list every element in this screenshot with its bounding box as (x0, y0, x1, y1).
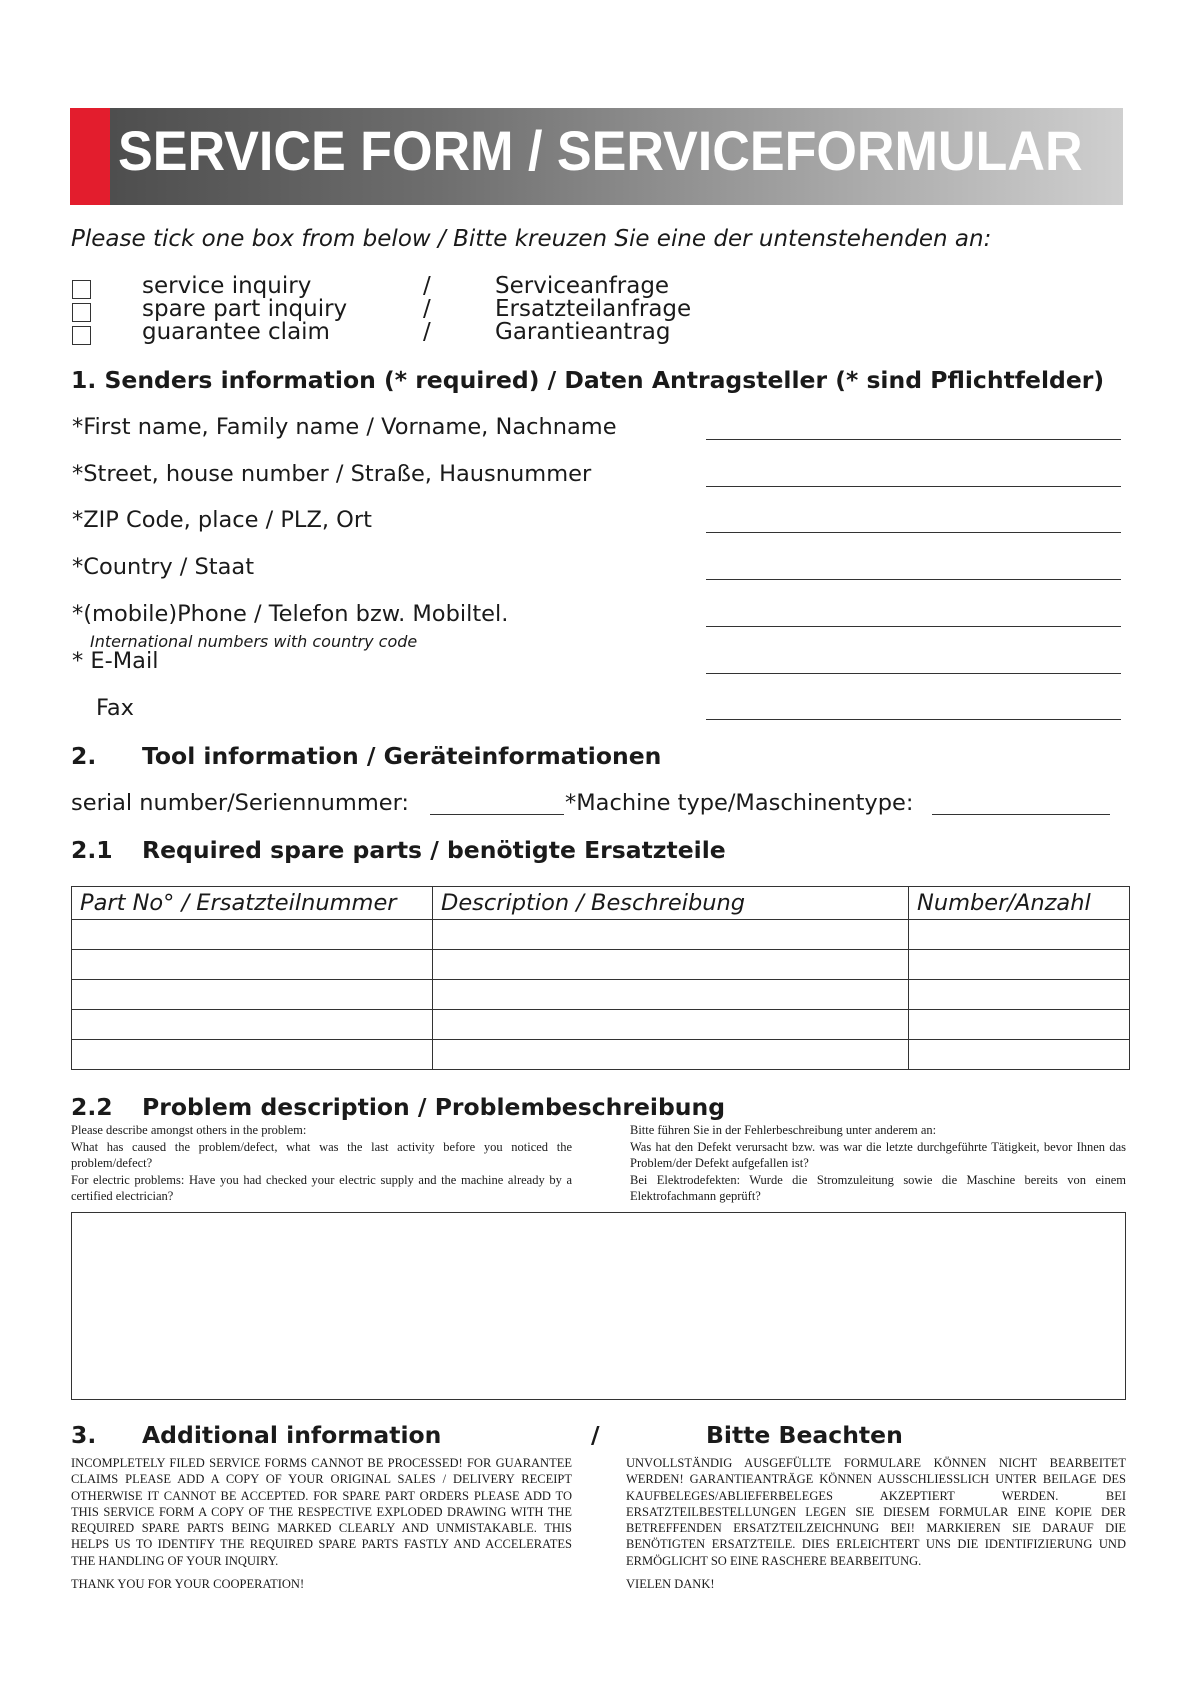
first-name-field[interactable] (706, 439, 1121, 440)
instruction-line: For electric problems: Have you had checked your electric supply and the machine already by a certified electrician? (71, 1172, 572, 1203)
table-row (72, 1010, 1130, 1040)
column-header-number: Number/Anzahl (909, 887, 1130, 920)
email-field[interactable] (706, 673, 1121, 674)
number-cell[interactable] (909, 980, 1130, 1010)
checkbox-label-en: guarantee claim (142, 319, 330, 345)
number-cell[interactable] (909, 920, 1130, 950)
checkbox-label-en: spare part inquiry (142, 296, 348, 322)
thanks-text: THANK YOU FOR YOUR COOPERATION! (71, 1577, 305, 1592)
notice-text: INCOMPLETELY FILED SERVICE FORMS CANNOT BE PROCESSED! FOR GUARANTEE CLAIMS PLEASE ADD A COPY OF YOUR ORIGINAL SALES / DELIVERY RECEIPT OTHERWISE IT CANNOT BE ACCEPTED. FOR SPARE PART ORDERS PLEASE ADD TO THIS SERVICE FORM A COPY OF THE RESPECTIVE EXPLODED DRAWING WITH THE REQUIRED SPARE PARTS BEING MARKED CLEARLY AND UNMISTAKABLE. THIS HELPS US TO IDENTIFY THE REQUIRED SPARE PARTS FASTLY AND ACCELERATES THE HANDLING OF YOUR INQUIRY. (71, 1456, 572, 1568)
checkbox-label-en: service inquiry (142, 273, 312, 299)
problem-instructions-de (630, 1122, 1126, 1205)
section2-number: 2. (71, 742, 97, 770)
fax-label: Fax (96, 695, 134, 721)
zip-label: *ZIP Code, place / PLZ, Ort (72, 507, 372, 533)
table-row (72, 980, 1130, 1010)
checkbox-label-de: Garantieantrag (495, 319, 671, 345)
notice-text: UNVOLLSTÄNDIG AUSGEFÜLLTE FORMULARE KÖNNEN NICHT BEARBEITET WERDEN! GARANTIEANTRÄGE KÖNNEN AUSSCHLIESSLICH UNTER BEILAGE DES KAUFBELEGES/ABLIEFERBELEGES AKZEPTIERT WERDEN. BEI ERSATZTEILBESTELLUNGEN LEGEN SIE DIESEM FORMULAR EINE KOPIE DER BETREFFENDEN ERSATZTEILZEICHNUNG BEI! MARKIEREN SIE DARAUF DIE BENÖTIGTEN ERSATZTEILE. DIES ERLEICHTERT UNS DIE IDENTIFIZIERUNG UND ERMÖGLICHT SO EINE RASCHERE BEARBEITUNG. (626, 1456, 1126, 1568)
table-row (72, 950, 1130, 980)
description-cell[interactable] (433, 1010, 909, 1040)
description-cell[interactable] (433, 950, 909, 980)
number-cell[interactable] (909, 1040, 1130, 1070)
description-cell[interactable] (433, 920, 909, 950)
column-header-description: Description / Beschreibung (433, 887, 909, 920)
additional-info-de (626, 1455, 1126, 1592)
checkbox-separator: / (423, 296, 431, 322)
serial-number-label: serial number/Seriennummer: (71, 790, 410, 816)
instruction-line: Bitte führen Sie in der Fehlerbeschreibung unter anderem an: (630, 1123, 937, 1137)
part-no-cell[interactable] (72, 920, 433, 950)
street-label: *Street, house number / Straße, Hausnummer (72, 461, 592, 487)
checkbox-label-de: Ersatzteilanfrage (495, 296, 692, 322)
service-inquiry-checkbox[interactable] (72, 280, 91, 299)
section3-slash: / (591, 1421, 600, 1449)
instruction-line: Bei Elektrodefekten: Wurde die Stromzuleitung sowie die Maschine bereits von einem Elektrofachmann geprüft? (630, 1172, 1126, 1203)
section1-heading: 1. Senders information (* required) / Daten Antragsteller (* sind Pflichtfelder) (71, 366, 1105, 394)
section22-number: 2.2 (71, 1093, 113, 1121)
serial-number-field[interactable] (430, 814, 564, 815)
part-no-cell[interactable] (72, 1010, 433, 1040)
thanks-text: VIELEN DANK! (626, 1577, 715, 1592)
description-cell[interactable] (433, 980, 909, 1010)
zip-field[interactable] (706, 532, 1121, 533)
page-title: SERVICE FORM / SERVICEFORMULAR (118, 119, 1083, 182)
problem-description-textarea[interactable] (71, 1212, 1126, 1400)
fax-field[interactable] (706, 719, 1121, 720)
banner-accent-bar (70, 108, 110, 205)
phone-field[interactable] (706, 626, 1121, 627)
header-banner (70, 108, 1123, 205)
table-row (72, 920, 1130, 950)
machine-type-field[interactable] (932, 814, 1110, 815)
spare-part-inquiry-checkbox[interactable] (72, 303, 91, 322)
spare-parts-table (71, 886, 1130, 1070)
additional-info-en (71, 1455, 572, 1592)
section21-number: 2.1 (71, 836, 113, 864)
problem-instructions-en (71, 1122, 572, 1205)
country-label: *Country / Staat (72, 554, 255, 580)
number-cell[interactable] (909, 1010, 1130, 1040)
number-cell[interactable] (909, 950, 1130, 980)
part-no-cell[interactable] (72, 980, 433, 1010)
table-row (72, 1040, 1130, 1070)
country-field[interactable] (706, 579, 1121, 580)
machine-type-label: *Machine type/Maschinentype: (565, 790, 914, 816)
instruction-line: Please describe amongst others in the problem: (71, 1123, 307, 1137)
section22-heading: Problem description / Problembeschreibung (142, 1093, 726, 1121)
instruction-line: What has caused the problem/defect, what was the last activity before you noticed the problem/defect? (71, 1139, 572, 1170)
first-name-label: *First name, Family name / Vorname, Nachname (72, 414, 617, 440)
checkbox-separator: / (423, 319, 431, 345)
part-no-cell[interactable] (72, 1040, 433, 1070)
checkbox-separator: / (423, 273, 431, 299)
instruction-text: Please tick one box from below / Bitte kreuzen Sie eine der untenstehenden an: (71, 226, 992, 252)
section2-heading: Tool information / Geräteinformationen (142, 742, 662, 770)
table-header-row (72, 887, 1130, 920)
section3-heading-de: Bitte Beachten (706, 1421, 903, 1449)
part-no-cell[interactable] (72, 950, 433, 980)
phone-label: *(mobile)Phone / Telefon bzw. Mobiltel. (72, 601, 509, 627)
description-cell[interactable] (433, 1040, 909, 1070)
section3-heading-en: Additional information (142, 1421, 442, 1449)
phone-hint: International numbers with country code (90, 632, 418, 651)
guarantee-claim-checkbox[interactable] (72, 326, 91, 345)
checkbox-label-de: Serviceanfrage (495, 273, 670, 299)
column-header-part-no: Part No° / Ersatzteilnummer (72, 887, 433, 920)
instruction-line: Was hat den Defekt verursacht bzw. was war die letzte durchgeführte Tätigkeit, bevor Ihnen das Problem/der Defekt aufgefallen ist? (630, 1139, 1126, 1170)
section21-heading: Required spare parts / benötigte Ersatzteile (142, 836, 726, 864)
street-field[interactable] (706, 486, 1121, 487)
section3-number: 3. (71, 1421, 97, 1449)
email-label: * E-Mail (72, 648, 159, 674)
